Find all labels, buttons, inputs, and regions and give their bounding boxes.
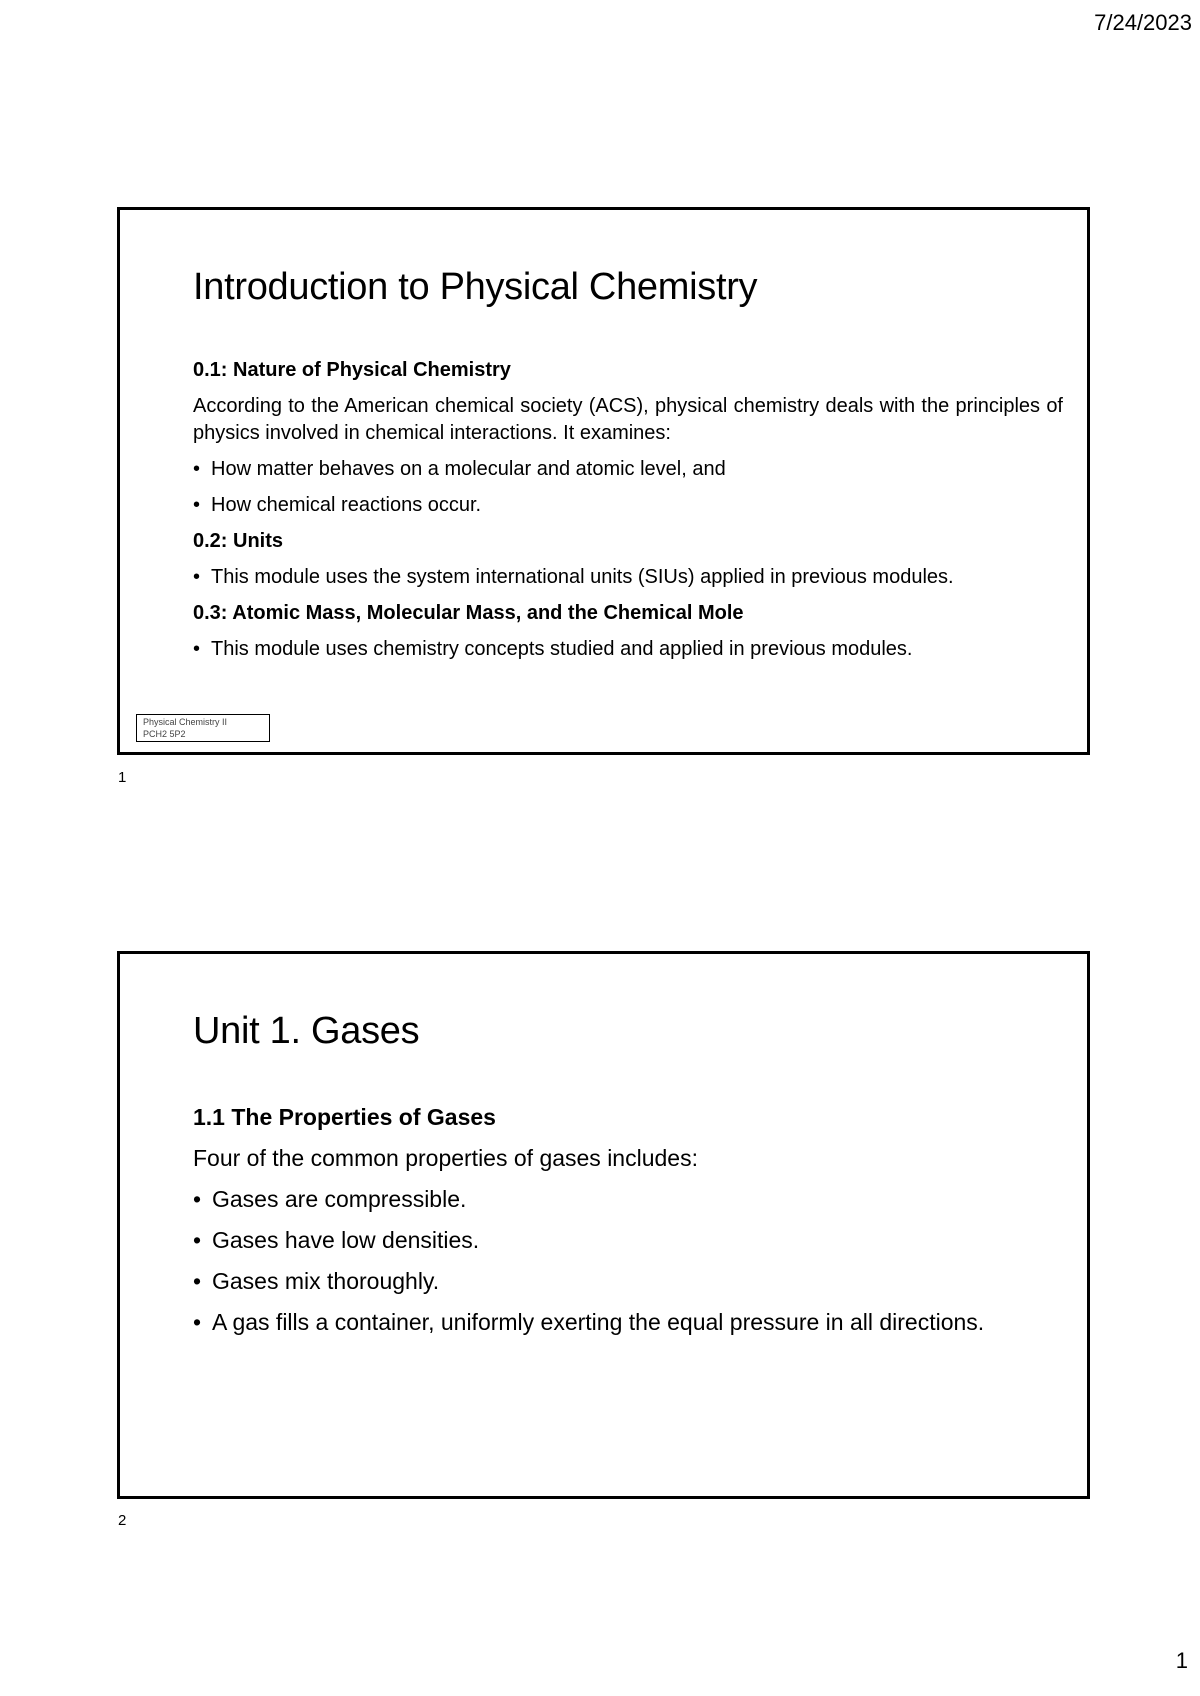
- section-heading: 0.3: Atomic Mass, Molecular Mass, and the Chemical Mole: [193, 602, 744, 624]
- page-date: 7/24/2023: [1094, 10, 1192, 35]
- bullet-icon: •: [193, 458, 201, 480]
- slide-title: Introduction to Physical Chemistry: [193, 266, 758, 308]
- bullet-item: [193, 492, 1063, 519]
- paragraph: According to the American chemical society (ACS), physical chemistry deals with the principles of physics involved in chemical interactions. It examines:: [193, 395, 1063, 444]
- bullet-text: How chemical reactions occur.: [211, 494, 482, 516]
- slide-body: [193, 357, 1063, 672]
- bullet-icon: •: [193, 494, 201, 516]
- bullet-text: This module uses chemistry concepts studied and applied in previous modules.: [211, 638, 913, 660]
- bullet-icon: •: [193, 1268, 202, 1294]
- paragraph: Four of the common properties of gases includes:: [193, 1145, 698, 1171]
- bullet-item: [193, 1184, 1063, 1214]
- slide-body: [193, 1102, 1063, 1348]
- bullet-text: Gases have low densities.: [212, 1227, 480, 1253]
- page-number: 1: [1175, 1648, 1188, 1673]
- bullet-item: [193, 1307, 1063, 1337]
- section-heading: 0.1: Nature of Physical Chemistry: [193, 359, 511, 381]
- slide-1: [117, 207, 1090, 755]
- bullet-icon: •: [193, 1227, 202, 1253]
- bullet-icon: •: [193, 1309, 202, 1335]
- bullet-item: [193, 564, 1063, 591]
- bullet-item: [193, 456, 1063, 483]
- bullet-item: [193, 1266, 1063, 1296]
- bullet-item: [193, 636, 1063, 663]
- bullet-text: This module uses the system international units (SIUs) applied in previous modules.: [211, 566, 954, 588]
- slide-index: 2: [118, 1512, 127, 1529]
- slide-2: [117, 951, 1090, 1499]
- footer-course-name: Physical Chemistry II: [143, 717, 228, 727]
- section-heading: 1.1 The Properties of Gases: [193, 1104, 496, 1130]
- bullet-item: [193, 1225, 1063, 1255]
- bullet-icon: •: [193, 638, 201, 660]
- bullet-icon: •: [193, 1186, 202, 1212]
- bullet-text: How matter behaves on a molecular and atomic level, and: [211, 458, 726, 480]
- bullet-text: A gas fills a container, uniformly exerting the equal pressure in all directions.: [212, 1309, 985, 1335]
- slide-title: Unit 1. Gases: [193, 1010, 420, 1052]
- bullet-text: Gases mix thoroughly.: [212, 1268, 440, 1294]
- slide-index: 1: [118, 769, 127, 786]
- bullet-text: Gases are compressible.: [212, 1186, 467, 1212]
- footer-course-code: PCH2 5P2: [143, 729, 186, 739]
- slide-footer-box: [136, 714, 270, 742]
- bullet-icon: •: [193, 566, 201, 588]
- section-heading: 0.2: Units: [193, 530, 284, 552]
